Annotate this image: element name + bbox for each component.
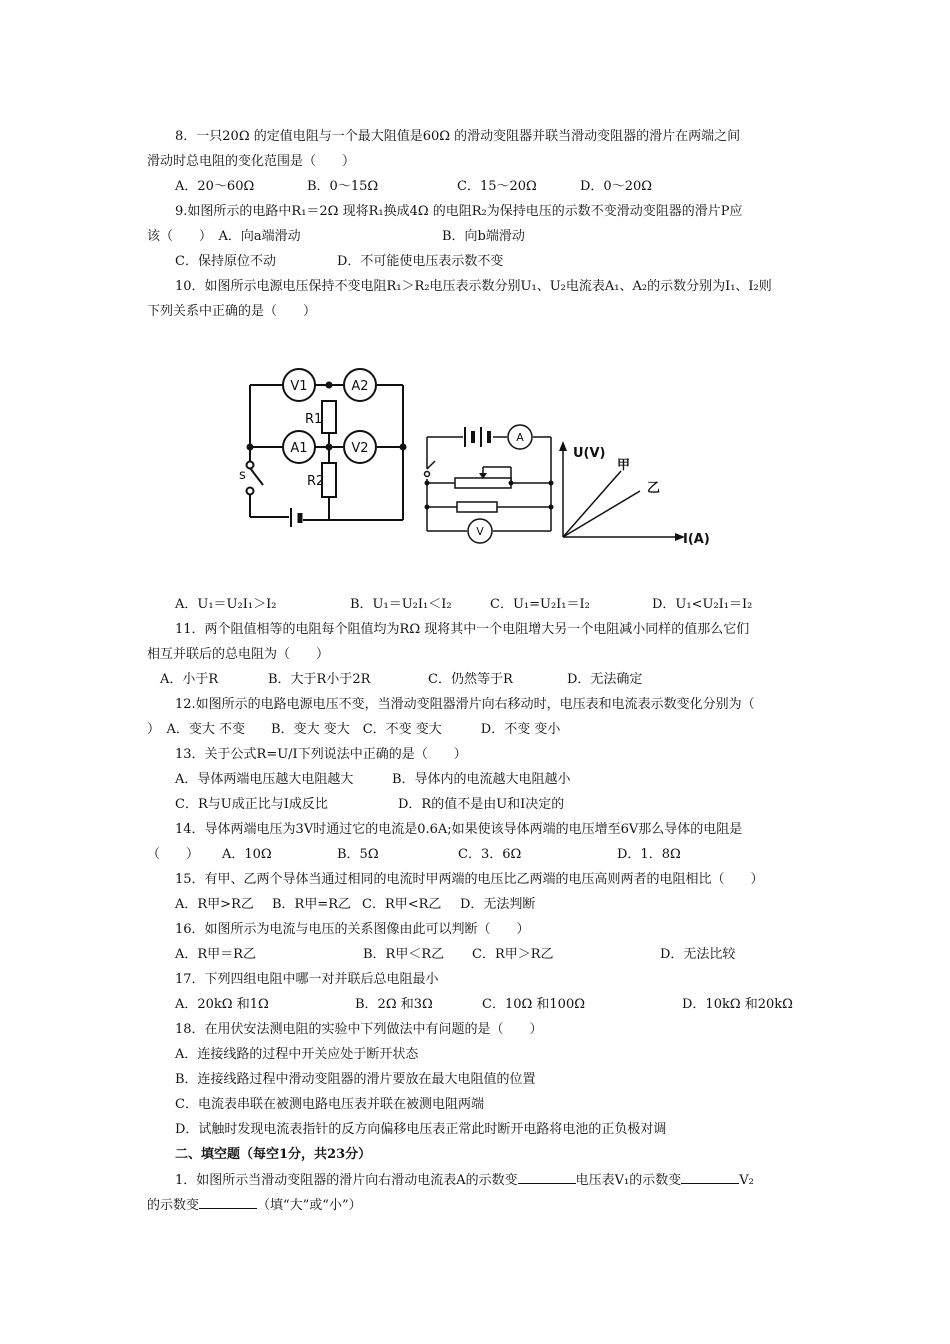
q18-option-b: B．连接线路过程中滑动变阻器的滑片要放在最大电阻值的位置 xyxy=(175,1072,536,1087)
q15-option-c: C．R甲<R乙 xyxy=(362,897,442,912)
q15-option-a: A．R甲>R乙 xyxy=(175,897,254,912)
r2-label: R2 xyxy=(307,474,325,489)
fill-q1-line1 xyxy=(175,1171,754,1190)
q16-option-b: B．R甲＜R乙 xyxy=(363,947,445,962)
q14-option-b: B．5Ω xyxy=(337,847,379,862)
fill-q1-part3: V₂ xyxy=(739,1173,754,1188)
q13-option-b: B．导体内的电流越大电阻越小 xyxy=(392,772,571,787)
q15-option-d: D．无法判断 xyxy=(460,897,536,912)
q18-stem: 18．在用伏安法测电阻的实验中下列做法中有问题的是（ ） xyxy=(175,1022,543,1037)
q13-option-c: C．R与U成正比与I成反比 xyxy=(175,797,328,812)
figure-circuits-and-graph xyxy=(235,365,725,555)
q10-option-b: B．U₁＝U₂I₁＜I₂ xyxy=(350,597,452,612)
q9-option-d: D．不可能使电压表示数不变 xyxy=(337,254,504,269)
q17-option-b: B．2Ω 和3Ω xyxy=(355,997,433,1012)
resistor-icon xyxy=(457,502,497,512)
q11-option-c: C．仍然等于R xyxy=(428,672,513,687)
a1-label: A1 xyxy=(290,441,308,456)
q8-option-d: D．0～20Ω xyxy=(580,179,653,194)
q11-stem-line1: 11．两个阻值相等的电阻每个阻值均为RΩ 现将其中一个电阻增大另一个电阻减小同样的值那么它们 xyxy=(175,622,750,637)
switch-contact-bottom-icon xyxy=(247,488,254,495)
q12-stem-line2: ） A．变大 不变 B．变大 变大 C．不变 变大 D．不变 变小 xyxy=(147,722,561,737)
a2-label: A2 xyxy=(351,379,369,394)
q17-stem: 17．下列四组电阻中哪一对并联后总电阻最小 xyxy=(175,972,439,987)
q13-option-d: D．R的值不是由U和I决定的 xyxy=(398,797,565,812)
q9-option-b: B．向b端滑动 xyxy=(442,229,525,244)
q10-stem-line1: 10．如图所示电源电压保持不变电阻R₁＞R₂电压表示数分别U₁、U₂电流表A₁、A₂的示数分别为I₁、I₂则 xyxy=(175,279,772,294)
q16-option-a: A．R甲＝R乙 xyxy=(175,947,256,962)
fill-q1-part2: 电压表V₁的示数变 xyxy=(575,1173,682,1188)
switch-contact-top-icon xyxy=(247,462,254,469)
q13-stem: 13．关于公式R=U/I下列说法中正确的是（ ） xyxy=(175,747,467,762)
q14-option-d: D．1．8Ω xyxy=(617,847,681,862)
q10-option-d: D．U₁<U₂I₁＝I₂ xyxy=(652,597,753,612)
fill-q1-line2 xyxy=(147,1196,362,1215)
q8-stem-line2: 滑动时总电阻的变化范围是（ ） xyxy=(147,154,356,169)
q9-stem-line2: 该（ ） A．向a端滑动 xyxy=(147,229,301,244)
switch-lever-icon xyxy=(250,468,263,485)
graph-ylabel: U(V) xyxy=(573,446,606,461)
q12-stem-line1: 12.如图所示的电路电源电压不变，当滑动变阻器滑片向右移动时，电压表和电流表示数变化分别为（ xyxy=(175,697,755,712)
q15-stem: 15．有甲、乙两个导体当通过相同的电流时甲两端的电压比乙两端的电压高则两者的电阻相比（ ） xyxy=(175,872,764,887)
q14-option-c: C．3．6Ω xyxy=(458,847,522,862)
fill-blank-1[interactable] xyxy=(518,1171,576,1184)
switch-label: s xyxy=(239,468,246,483)
q8-option-c: C．15～20Ω xyxy=(457,179,537,194)
battery-icon xyxy=(291,508,300,527)
fill-blank-2[interactable] xyxy=(681,1171,739,1184)
q18-option-d: D．试触时发现电流表指针的反方向偏移电压表正常此时断开电路将电池的正负极对调 xyxy=(175,1122,667,1137)
q11-option-a: A．小于R xyxy=(160,672,219,687)
graph-line-yi xyxy=(563,491,640,537)
q10-option-c: C．U₁=U₂I₁＝I₂ xyxy=(490,597,590,612)
q16-option-d: D．无法比较 xyxy=(660,947,736,962)
rheostat-icon xyxy=(455,478,511,488)
r1-label: R1 xyxy=(305,412,323,427)
voltmeter-v-label: V xyxy=(476,525,484,538)
q10-option-a: A．U₁＝U₂I₁＞I₂ xyxy=(175,597,277,612)
graph-label-jia: 甲 xyxy=(617,458,631,473)
q18-option-c: C．电流表串联在被测电路电压表并联在被测电阻两端 xyxy=(175,1097,484,1112)
q18-option-a: A．连接线路的过程中开关应处于断开状态 xyxy=(175,1047,419,1062)
section-2-title: 二、填空题（每空1分，共23分） xyxy=(175,1147,372,1162)
fill-blank-3[interactable] xyxy=(199,1196,257,1209)
q15-option-b: B．R甲=R乙 xyxy=(272,897,352,912)
graph-xlabel: I(A) xyxy=(683,532,710,547)
q11-stem-line2: 相互并联后的总电阻为（ ） xyxy=(147,647,330,662)
fill-q1-part5: （填“大”或“小”） xyxy=(257,1198,362,1213)
q11-option-b: B．大于R小于2R xyxy=(268,672,371,687)
q17-option-c: C．10Ω 和100Ω xyxy=(482,997,585,1012)
q8-option-a: A．20～60Ω xyxy=(175,179,255,194)
q17-option-a: A．20kΩ 和1Ω xyxy=(175,997,269,1012)
graph-line-jia xyxy=(563,471,621,537)
fill-q1-part1: 1．如图所示当滑动变阻器的滑片向右滑动电流表A的示数变 xyxy=(175,1173,518,1188)
y-axis-arrow-icon xyxy=(559,441,567,451)
q14-option-a: A．10Ω xyxy=(222,847,272,862)
q17-option-d: D．10kΩ 和20kΩ xyxy=(682,997,793,1012)
fill-q1-part4: 的示数变 xyxy=(147,1198,200,1213)
q16-stem: 16．如图所示为电流与电压的关系图像由此可以判断（ ） xyxy=(175,922,530,937)
q16-option-c: C．R甲＞R乙 xyxy=(472,947,554,962)
battery-icon xyxy=(465,427,489,447)
ammeter-a-label: A xyxy=(516,431,524,444)
switch-contact-icon xyxy=(425,472,430,477)
v1-label: V1 xyxy=(290,379,308,394)
q9-stem-line1: 9.如图所示的电路中R₁＝2Ω 现将R₁换成4Ω 的电阻R₂为保持电压的示数不变滑动变阻器的滑片P应 xyxy=(175,204,743,219)
graph-label-yi: 乙 xyxy=(647,481,661,496)
q8-stem-line1: 8．一只20Ω 的定值电阻与一个最大阻值是60Ω 的滑动变阻器并联当滑动变阻器的滑片在两端之间 xyxy=(175,129,741,144)
q10-stem-line2: 下列关系中正确的是（ ） xyxy=(147,304,317,319)
q11-option-d: D．无法确定 xyxy=(567,672,643,687)
v2-label: V2 xyxy=(351,441,369,456)
q8-option-b: B．0～15Ω xyxy=(307,179,379,194)
q9-option-c: C．保持原位不动 xyxy=(175,254,276,269)
q13-option-a: A．导体两端电压越大电阻越大 xyxy=(175,772,354,787)
q14-stem-line2: （ ） xyxy=(147,847,200,862)
resistor-r1-icon xyxy=(322,401,336,433)
q14-stem-line1: 14．导体两端电压为3V时通过它的电流是0.6A;如果使该导体两端的电压增至6V那么导体的电阻是 xyxy=(175,822,743,837)
